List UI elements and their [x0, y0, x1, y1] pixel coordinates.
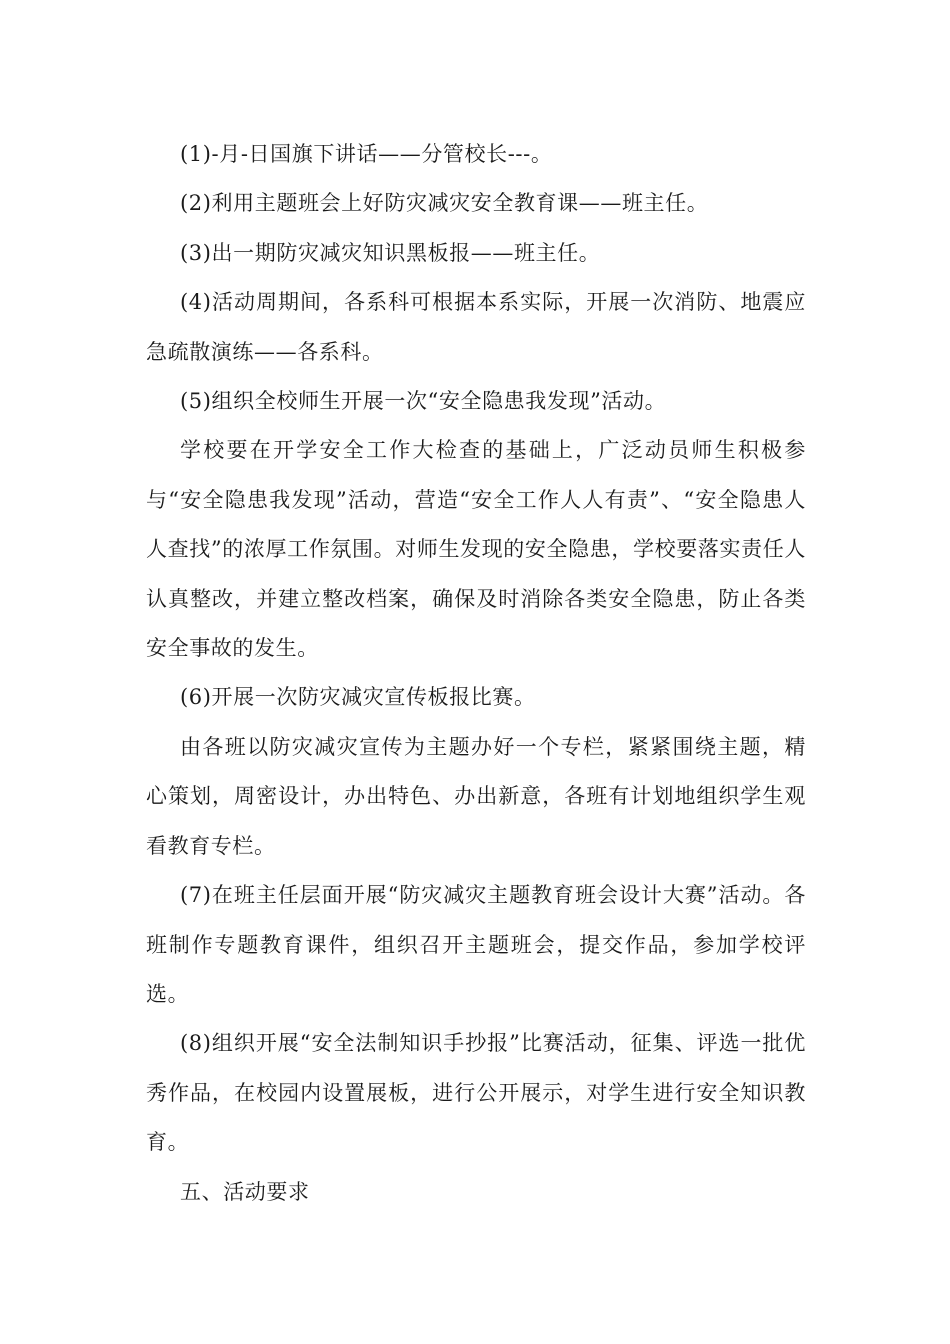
paragraph-item-5: (5)组织全校师生开展一次“安全隐患我发现”活动。 — [180, 389, 667, 414]
section-heading-requirements: 五、活动要求 — [180, 1179, 310, 1204]
paragraph-body-board: 由各班以防灾减灾宣传为主题办好一个专栏，紧紧围绕主题，精心策划，周密设计，办出特色、办出新意，各班有计划地组织学生观看教育专栏。 — [146, 734, 806, 858]
paragraph-item-7: (7)在班主任层面开展“防灾减灾主题教育班会设计大赛”活动。各班制作专题教育课件，组织召开主题班会，提交作品，参加学校评选。 — [146, 883, 806, 1006]
paragraph-body-hazard: 学校要在开学安全工作大检查的基础上，广泛动员师生积极参与“安全隐患我发现”活动，营造“安全工作人人有责”、“安全隐患人人查找”的浓厚工作氛围。对师生发现的安全隐患，学校要落实责任人认真整改，并建立整改档案，确保及时消除各类安全隐患，防止各类安全事故的发生。 — [146, 438, 806, 661]
paragraph-item-4: (4)活动周期间，各系科可根据本系实际，开展一次消防、地震应急疏散演练——各系科。 — [146, 290, 806, 364]
paragraph-item-6: (6)开展一次防灾减灾宣传板报比赛。 — [180, 685, 536, 710]
paragraph-item-8: (8)组织开展“安全法制知识手抄报”比赛活动，征集、评选一批优秀作品，在校园内设置展板，进行公开展示，对学生进行安全知识教育。 — [146, 1031, 806, 1155]
paragraph-item-3: (3)出一期防灾减灾知识黑板报——班主任。 — [180, 240, 601, 265]
paragraph-item-1: (1)-月-日国旗下讲话——分管校长---。 — [180, 142, 553, 166]
document-body — [146, 130, 806, 1217]
paragraph-item-2: (2)利用主题班会上好防灾减灾安全教育课——班主任。 — [180, 191, 709, 216]
